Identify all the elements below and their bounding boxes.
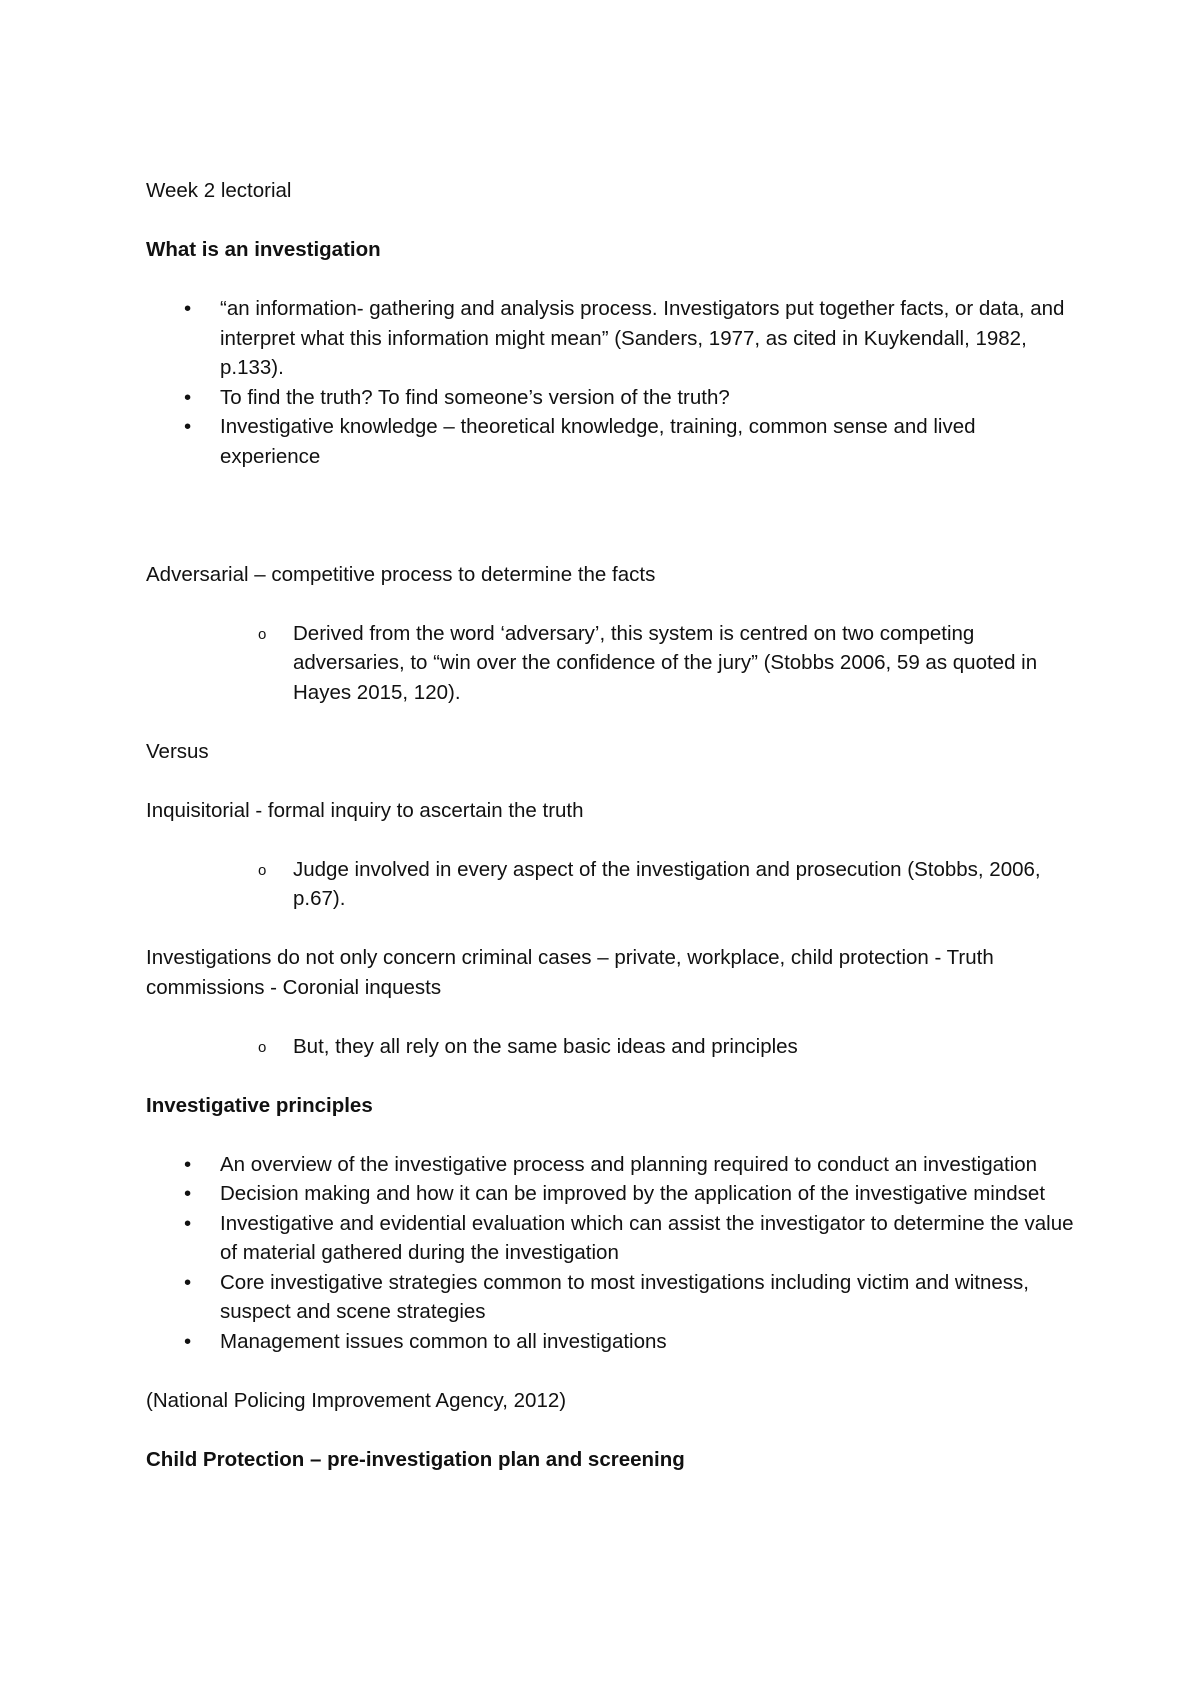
list-item: • An overview of the investigative process and planning required to conduct an investigation (146, 1150, 1076, 1180)
list-item: o But, they all rely on the same basic ideas and principles (146, 1032, 1083, 1062)
principles-bullet-list (146, 1150, 1076, 1357)
list-item: • Investigative knowledge – theoretical knowledge, training, common sense and lived experience (146, 412, 1076, 471)
investigation-bullet-list (146, 294, 1076, 471)
adversarial-sub-list (146, 619, 1076, 708)
versus-paragraph: Versus (146, 739, 209, 763)
list-item: o Judge involved in every aspect of the investigation and prosecution (Stobbs, 2006, p.67). (146, 855, 1083, 914)
heading-what-is-investigation: What is an investigation (146, 238, 381, 261)
citation-paragraph: (National Policing Improvement Agency, 2012) (146, 1388, 567, 1412)
adversarial-paragraph: Adversarial – competitive process to determine the facts (146, 562, 656, 586)
document-body (146, 176, 1076, 1504)
investigations-scope-paragraph: Investigations do not only concern criminal cases – private, workplace, child protection - Truth commissions - Coronial inquests (146, 946, 994, 999)
heading-child-protection: Child Protection – pre-investigation plan and screening (146, 1447, 685, 1471)
spacer (146, 501, 1076, 560)
list-item: • Investigative and evidential evaluation which can assist the investigator to determine the value of material gathered during the investigation (146, 1209, 1076, 1268)
list-item: • Decision making and how it can be improved by the application of the investigative mindset (146, 1179, 1076, 1209)
inquisitorial-paragraph: Inquisitorial - formal inquiry to ascertain the truth (146, 798, 584, 822)
document-title: Week 2 lectorial (146, 179, 292, 202)
list-item: • Core investigative strategies common to most investigations including victim and witness, suspect and scene strategies (146, 1268, 1076, 1327)
inquisitorial-sub-list (146, 855, 1076, 914)
heading-investigative-principles: Investigative principles (146, 1093, 373, 1117)
list-item: o Derived from the word ‘adversary’, this system is centred on two competing adversaries, to “win over the confidence of the jury” (Stobbs 2006, 59 as quoted in Hayes 2015, 120). (146, 619, 1083, 708)
list-item: • To find the truth? To find someone’s version of the truth? (146, 383, 1076, 413)
list-item: • Management issues common to all investigations (146, 1327, 1076, 1357)
scope-sub-list (146, 1032, 1076, 1062)
list-item: • “an information- gathering and analysis process. Investigators put together facts, or data, and interpret what this information might mean” (Sanders, 1977, as cited in Kuykendall, 1982, p.133). (146, 294, 1076, 383)
